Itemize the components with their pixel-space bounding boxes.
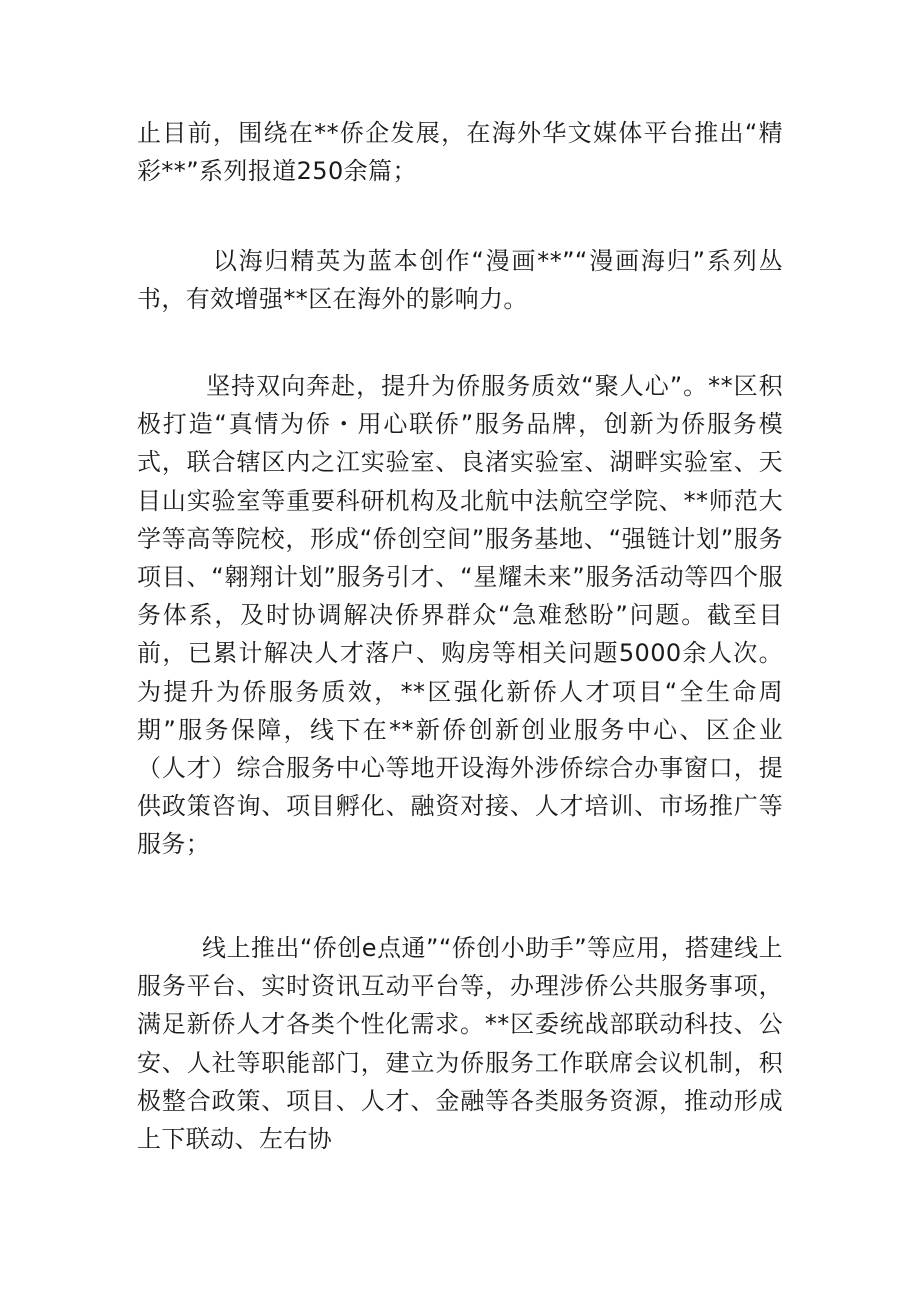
paragraph-3: 坚持双向奔赴，提升为侨服务质效“聚人心”。**区积极打造“真情为侨・用心联侨”服务品牌，创新为侨服务模式，联合辖区内之江实验室、良渚实验室、湖畔实验室、天目山实验室等重要科研机构及北航中法航空学院、**师范大学等高等院校，形成“侨创空间”服务基地、“强链计划”服务项目、“翱翔计划”服务引才、“星耀未来”服务活动等四个服务体系，及时协调解决侨界群众“急难愁盼”问题。截至目前，已累计解决人才落户、购房等相关问题5000余人次。为提升为侨服务质效，**区强化新侨人才项目“全生命周期”服务保障，线下在**新侨创新创业服务中心、区企业（人才）综合服务中心等地开设海外涉侨综合办事窗口，提供政策咨询、项目孵化、融资对接、人才培训、市场推广等服务； (137, 372, 783, 859)
paragraph-2: 以海归精英为蓝本创作“漫画**”“漫画海归”系列丛书，有效增强**区在海外的影响力。 (137, 247, 783, 314)
paragraph-4: 线上推出“侨创e点通”“侨创小助手”等应用，搭建线上服务平台、实时资讯互动平台等，办理涉侨公共服务事项，满足新侨人才各类个性化需求。**区委统战部联动科技、公安、人社等职能部门，建立为侨服务工作联席会议机制，积极整合政策、项目、人才、金融等各类服务资源，推动形成上下联动、左右协 (137, 934, 783, 1154)
paragraph-1: 止目前，围绕在**侨企发展，在海外华文媒体平台推出“精彩**”系列报道250余篇； (137, 119, 783, 186)
